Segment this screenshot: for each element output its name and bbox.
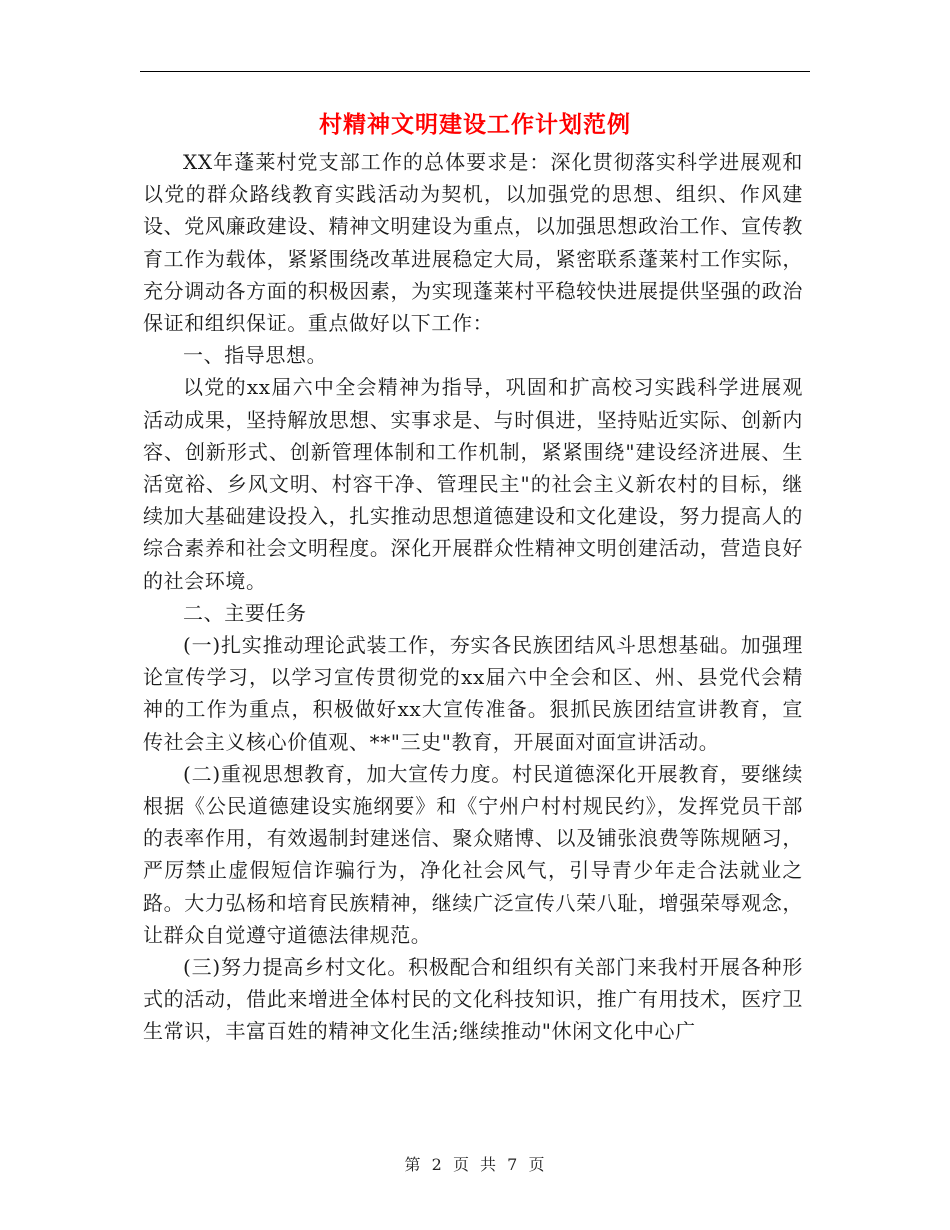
page-footer (0, 1153, 950, 1177)
section-heading-main-tasks: 二、主要任务 (183, 600, 307, 625)
intro-paragraph: XX年蓬莱村党支部工作的总体要求是：深化贯彻落实科学进展观和以党的群众路线教育实践活动为契机，以加强党的思想、组织、作风建设、党风廉政建设、精神文明建设为重点，以加强思想政治工作、宣传教育工作为载体，紧紧围绕改革进展稳定大局，紧密联系蓬莱村工作实际，充分调动各方面的积极因素，为实现蓬莱村平稳较快进展提供坚强的政治保证和组织保证。重点做好以下工作： (143, 150, 803, 336)
task-1-paragraph: (一)扎实推动理论武装工作，夯实各民族团结风斗思想基础。加强理论宣传学习，以学习宣传贯彻党的xx届六中全会和区、州、县党代会精神的工作为重点，积极做好xx大宣传准备。狠抓民族团结宣讲教育，宣传社会主义核心价值观、**"三史"教育，开展面对面宣讲活动。 (143, 633, 803, 754)
task-3-paragraph: (三)努力提高乡村文化。积极配合和组织有关部门来我村开展各种形式的活动，借此来增进全体村民的文化科技知识，推广有用技术，医疗卫生常识，丰富百姓的精神文化生活;继续推动"休闲文化中心广 (143, 955, 803, 1044)
task-2-paragraph: (二)重视思想教育，加大宣传力度。村民道德深化开展教育，要继续根据《公民道德建设实施纲要》和《宁州户村村规民约》，发挥党员干部的表率作用，有效遏制封建迷信、聚众赌博、以及铺张浪费等陈规陋习，严厉禁止虚假短信诈骗行为，净化社会风气，引导青少年走合法就业之路。大力弘杨和培育民族精神，继续广泛宣传八荣八耻，增强荣辱观念，让群众自觉遵守道德法律规范。 (143, 761, 803, 947)
footer-total-pages: 7 (507, 1155, 519, 1174)
footer-total-prefix: 共 (480, 1155, 498, 1174)
section-heading-guiding-ideology: 一、指导思想。 (183, 343, 328, 368)
document-title: 村精神文明建设工作计划范例 (319, 111, 631, 138)
footer-prefix: 第 (404, 1155, 422, 1174)
guiding-ideology-paragraph: 以党的xx届六中全会精神为指导，巩固和扩高校习实践科学进展观活动成果，坚持解放思想、实事求是、与时俱进，坚持贴近实际、创新内容、创新形式、创新管理体制和工作机制，紧紧围绕"建设经济进展、生活宽裕、乡风文明、村容干净、管理民主"的社会主义新农村的目标，继续加大基础建设投入，扎实推动思想道德建设和文化建设，努力提高人的综合素养和社会文明程度。深化开展群众性精神文明创建活动，营造良好的社会环境。 (143, 375, 803, 593)
document-body (143, 146, 803, 1048)
footer-total-unit: 页 (528, 1155, 546, 1174)
footer-page-unit: 页 (452, 1155, 470, 1174)
header-rule (140, 71, 810, 72)
footer-page-number: 2 (431, 1155, 443, 1174)
